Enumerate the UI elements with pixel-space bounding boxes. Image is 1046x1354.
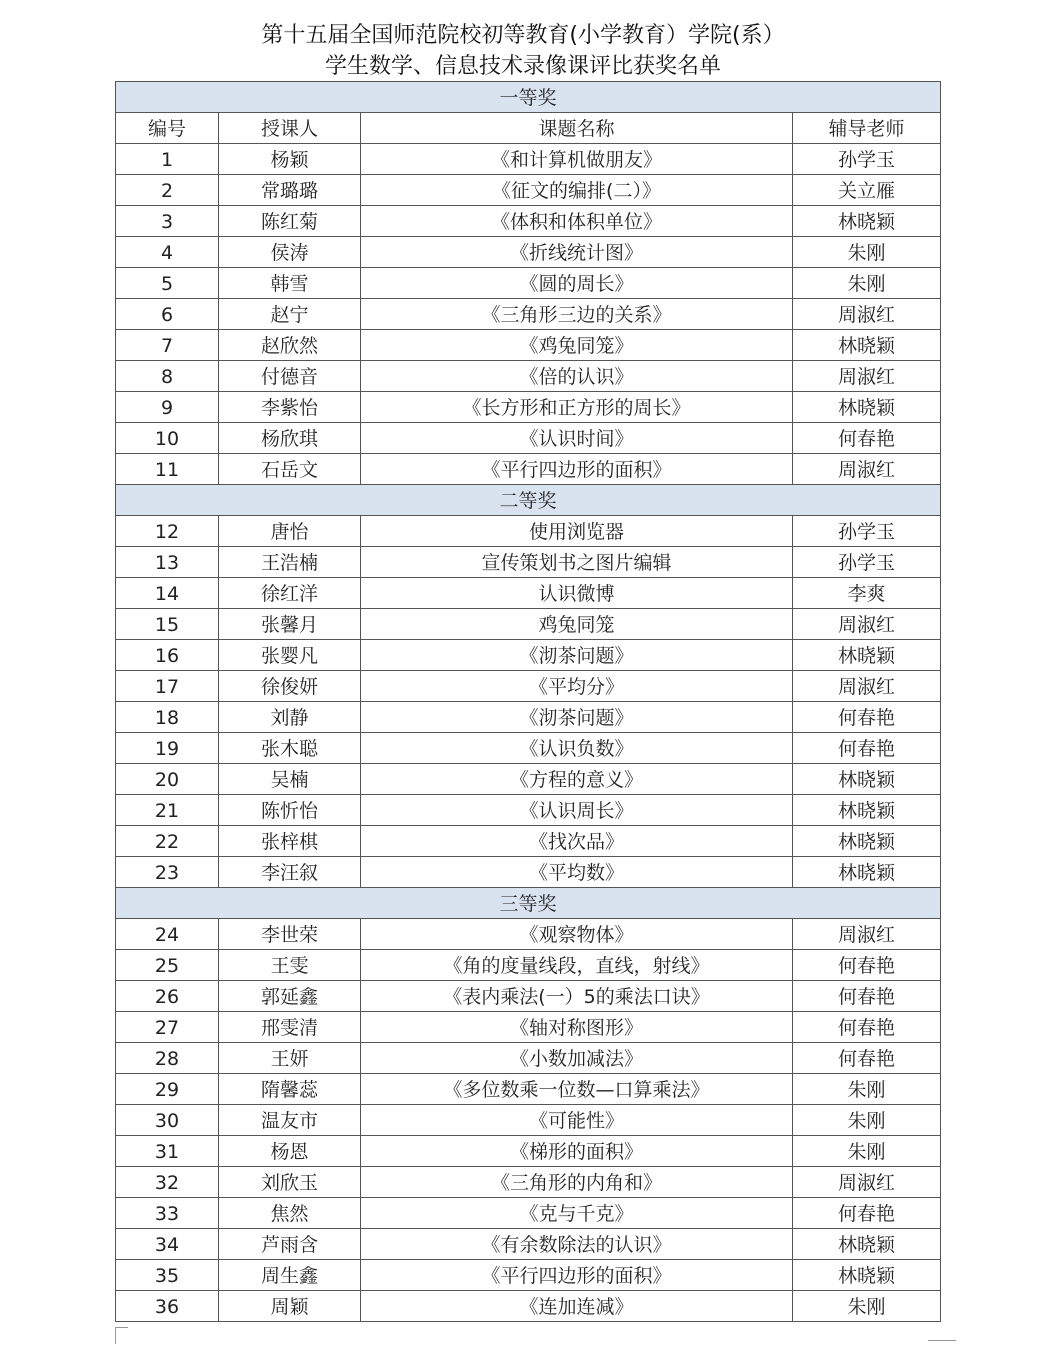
cell-number: 3 (116, 206, 219, 237)
cell-advisor: 林晓颖 (793, 857, 941, 888)
page-corner-mark (115, 1327, 128, 1344)
cell-teacher: 王浩楠 (219, 547, 361, 578)
cell-lesson-title: 《轴对称图形》 (361, 1012, 793, 1043)
cell-advisor: 孙学玉 (793, 516, 941, 547)
section-row (116, 82, 941, 113)
cell-lesson-title: 《认识周长》 (361, 795, 793, 826)
cell-teacher: 李紫怡 (219, 392, 361, 423)
cell-advisor: 何春艳 (793, 733, 941, 764)
cell-advisor: 孙学玉 (793, 547, 941, 578)
cell-number: 26 (116, 981, 219, 1012)
cell-teacher: 王妍 (219, 1043, 361, 1074)
cell-number: 9 (116, 392, 219, 423)
cell-teacher: 常璐璐 (219, 175, 361, 206)
cell-advisor: 周淑红 (793, 919, 941, 950)
cell-advisor: 何春艳 (793, 702, 941, 733)
document-title-line-1: 第十五届全国师范院校初等教育(小学教育）学院(系） (261, 23, 785, 48)
cell-advisor: 关立雁 (793, 175, 941, 206)
cell-advisor: 周淑红 (793, 609, 941, 640)
cell-number: 33 (116, 1198, 219, 1229)
cell-number: 22 (116, 826, 219, 857)
table-row (116, 950, 941, 981)
cell-teacher: 焦然 (219, 1198, 361, 1229)
cell-lesson-title: 《方程的意义》 (361, 764, 793, 795)
cell-number: 16 (116, 640, 219, 671)
cell-number: 27 (116, 1012, 219, 1043)
cell-lesson-title: 《梯形的面积》 (361, 1136, 793, 1167)
cell-advisor: 朱刚 (793, 1291, 941, 1322)
cell-number: 7 (116, 330, 219, 361)
cell-lesson-title: 认识微博 (361, 578, 793, 609)
cell-advisor: 林晓颖 (793, 826, 941, 857)
cell-advisor: 周淑红 (793, 671, 941, 702)
cell-teacher: 陈红菊 (219, 206, 361, 237)
cell-lesson-title: 《认识负数》 (361, 733, 793, 764)
cell-lesson-title: 《三角形的内角和》 (361, 1167, 793, 1198)
cell-lesson-title: 《三角形三边的关系》 (361, 299, 793, 330)
cell-lesson-title: 《可能性》 (361, 1105, 793, 1136)
cell-lesson-title: 《平行四边形的面积》 (361, 454, 793, 485)
cell-number: 2 (116, 175, 219, 206)
header-number: 编号 (116, 113, 219, 144)
table-row (116, 826, 941, 857)
cell-lesson-title: 《沏茶问题》 (361, 702, 793, 733)
cell-lesson-title: 《多位数乘一位数—口算乘法》 (361, 1074, 793, 1105)
cell-advisor: 孙学玉 (793, 144, 941, 175)
cell-teacher: 徐红洋 (219, 578, 361, 609)
cell-advisor: 李爽 (793, 578, 941, 609)
cell-number: 24 (116, 919, 219, 950)
cell-teacher: 刘欣玉 (219, 1167, 361, 1198)
header-advisor: 辅导老师 (793, 113, 941, 144)
cell-number: 14 (116, 578, 219, 609)
cell-teacher: 陈忻怡 (219, 795, 361, 826)
cell-teacher: 王雯 (219, 950, 361, 981)
cell-number: 35 (116, 1260, 219, 1291)
cell-number: 4 (116, 237, 219, 268)
table-row (116, 516, 941, 547)
cell-teacher: 赵欣然 (219, 330, 361, 361)
cell-lesson-title: 鸡兔同笼 (361, 609, 793, 640)
cell-lesson-title: 《长方形和正方形的周长》 (361, 392, 793, 423)
table-row (116, 547, 941, 578)
cell-teacher: 周颖 (219, 1291, 361, 1322)
cell-teacher: 邢雯清 (219, 1012, 361, 1043)
table-row (116, 795, 941, 826)
cell-lesson-title: 《有余数除法的认识》 (361, 1229, 793, 1260)
cell-lesson-title: 《平均数》 (361, 857, 793, 888)
cell-lesson-title: 《表内乘法(一）5的乘法口诀》 (361, 981, 793, 1012)
table-row (116, 609, 941, 640)
table-row (116, 1291, 941, 1322)
cell-teacher: 刘静 (219, 702, 361, 733)
cell-lesson-title: 《观察物体》 (361, 919, 793, 950)
table-row (116, 361, 941, 392)
cell-number: 34 (116, 1229, 219, 1260)
table-row (116, 1074, 941, 1105)
section-row (116, 888, 941, 919)
cell-lesson-title: 《和计算机做朋友》 (361, 144, 793, 175)
cell-advisor: 林晓颖 (793, 640, 941, 671)
document-title-line-2: 学生数学、信息技术录像课评比获奖名单 (324, 54, 721, 79)
cell-advisor: 周淑红 (793, 299, 941, 330)
cell-lesson-title: 《倍的认识》 (361, 361, 793, 392)
cell-advisor: 朱刚 (793, 1074, 941, 1105)
cell-number: 11 (116, 454, 219, 485)
cell-number: 30 (116, 1105, 219, 1136)
table-row (116, 702, 941, 733)
cell-teacher: 张梓棋 (219, 826, 361, 857)
cell-lesson-title: 《平行四边形的面积》 (361, 1260, 793, 1291)
cell-lesson-title: 《连加连减》 (361, 1291, 793, 1322)
cell-teacher: 杨恩 (219, 1136, 361, 1167)
table-row (116, 578, 941, 609)
cell-number: 10 (116, 423, 219, 454)
cell-advisor: 朱刚 (793, 1105, 941, 1136)
cell-teacher: 韩雪 (219, 268, 361, 299)
cell-advisor: 林晓颖 (793, 1260, 941, 1291)
table-row (116, 1229, 941, 1260)
cell-teacher: 石岳文 (219, 454, 361, 485)
table-row (116, 206, 941, 237)
cell-advisor: 林晓颖 (793, 392, 941, 423)
cell-teacher: 杨欣琪 (219, 423, 361, 454)
cell-teacher: 赵宁 (219, 299, 361, 330)
cell-advisor: 林晓颖 (793, 330, 941, 361)
cell-advisor: 朱刚 (793, 268, 941, 299)
cell-teacher: 李汪叙 (219, 857, 361, 888)
cell-teacher: 侯涛 (219, 237, 361, 268)
cell-advisor: 何春艳 (793, 1043, 941, 1074)
cell-number: 17 (116, 671, 219, 702)
table-row (116, 144, 941, 175)
cell-lesson-title: 《征文的编排(二）》 (361, 175, 793, 206)
cell-number: 12 (116, 516, 219, 547)
cell-number: 18 (116, 702, 219, 733)
cell-advisor: 林晓颖 (793, 795, 941, 826)
cell-number: 21 (116, 795, 219, 826)
header-row (116, 113, 941, 144)
cell-teacher: 杨颖 (219, 144, 361, 175)
table-row (116, 919, 941, 950)
cell-teacher: 张馨月 (219, 609, 361, 640)
section-title: 三等奖 (116, 888, 941, 919)
table-row (116, 237, 941, 268)
cell-teacher: 郭延鑫 (219, 981, 361, 1012)
cell-number: 15 (116, 609, 219, 640)
cell-advisor: 林晓颖 (793, 1229, 941, 1260)
cell-advisor: 何春艳 (793, 981, 941, 1012)
table-row (116, 764, 941, 795)
cell-advisor: 何春艳 (793, 1198, 941, 1229)
table-row (116, 1136, 941, 1167)
cell-teacher: 芦雨含 (219, 1229, 361, 1260)
cell-teacher: 吴楠 (219, 764, 361, 795)
cell-number: 25 (116, 950, 219, 981)
cell-number: 8 (116, 361, 219, 392)
table-row (116, 1105, 941, 1136)
cell-number: 6 (116, 299, 219, 330)
table-row (116, 1167, 941, 1198)
table-row (116, 175, 941, 206)
table-row (116, 423, 941, 454)
cell-teacher: 徐俊妍 (219, 671, 361, 702)
cell-lesson-title: 《角的度量线段，直线，射线》 (361, 950, 793, 981)
header-lesson-title: 课题名称 (361, 113, 793, 144)
cell-lesson-title: 《折线统计图》 (361, 237, 793, 268)
cell-number: 13 (116, 547, 219, 578)
cell-lesson-title: 《找次品》 (361, 826, 793, 857)
table-row (116, 981, 941, 1012)
cell-advisor: 何春艳 (793, 423, 941, 454)
section-title: 二等奖 (116, 485, 941, 516)
cell-lesson-title: 《克与千克》 (361, 1198, 793, 1229)
cell-teacher: 付德音 (219, 361, 361, 392)
cell-teacher: 李世荣 (219, 919, 361, 950)
table-row (116, 268, 941, 299)
table-row (116, 733, 941, 764)
cell-number: 23 (116, 857, 219, 888)
cell-teacher: 周生鑫 (219, 1260, 361, 1291)
cell-teacher: 温友市 (219, 1105, 361, 1136)
cell-advisor: 何春艳 (793, 1012, 941, 1043)
cell-lesson-title: 《小数加减法》 (361, 1043, 793, 1074)
table-row (116, 857, 941, 888)
cell-teacher: 隋馨蕊 (219, 1074, 361, 1105)
table-row (116, 1043, 941, 1074)
cell-lesson-title: 《圆的周长》 (361, 268, 793, 299)
cell-lesson-title: 《体积和体积单位》 (361, 206, 793, 237)
cell-teacher: 张婴凡 (219, 640, 361, 671)
cell-advisor: 何春艳 (793, 950, 941, 981)
section-title: 一等奖 (116, 82, 941, 113)
cell-number: 36 (116, 1291, 219, 1322)
table-row (116, 330, 941, 361)
table-row (116, 1012, 941, 1043)
cell-advisor: 朱刚 (793, 237, 941, 268)
page-corner-mark (928, 1340, 956, 1341)
cell-number: 28 (116, 1043, 219, 1074)
table-row (116, 1198, 941, 1229)
table-row (116, 454, 941, 485)
cell-teacher: 张木聪 (219, 733, 361, 764)
cell-number: 19 (116, 733, 219, 764)
table-row (116, 1260, 941, 1291)
cell-number: 1 (116, 144, 219, 175)
cell-lesson-title: 使用浏览器 (361, 516, 793, 547)
cell-advisor: 朱刚 (793, 1136, 941, 1167)
cell-advisor: 周淑红 (793, 361, 941, 392)
cell-number: 31 (116, 1136, 219, 1167)
cell-advisor: 周淑红 (793, 454, 941, 485)
cell-lesson-title: 《认识时间》 (361, 423, 793, 454)
cell-lesson-title: 《平均分》 (361, 671, 793, 702)
table-row (116, 299, 941, 330)
cell-lesson-title: 宣传策划书之图片编辑 (361, 547, 793, 578)
table-row (116, 640, 941, 671)
cell-number: 32 (116, 1167, 219, 1198)
header-teacher: 授课人 (219, 113, 361, 144)
cell-advisor: 林晓颖 (793, 764, 941, 795)
cell-lesson-title: 《鸡兔同笼》 (361, 330, 793, 361)
table-row (116, 392, 941, 423)
table-row (116, 671, 941, 702)
section-row (116, 485, 941, 516)
cell-advisor: 林晓颖 (793, 206, 941, 237)
cell-number: 29 (116, 1074, 219, 1105)
cell-lesson-title: 《沏茶问题》 (361, 640, 793, 671)
cell-advisor: 周淑红 (793, 1167, 941, 1198)
award-table (115, 81, 941, 1322)
cell-teacher: 唐怡 (219, 516, 361, 547)
cell-number: 5 (116, 268, 219, 299)
cell-number: 20 (116, 764, 219, 795)
